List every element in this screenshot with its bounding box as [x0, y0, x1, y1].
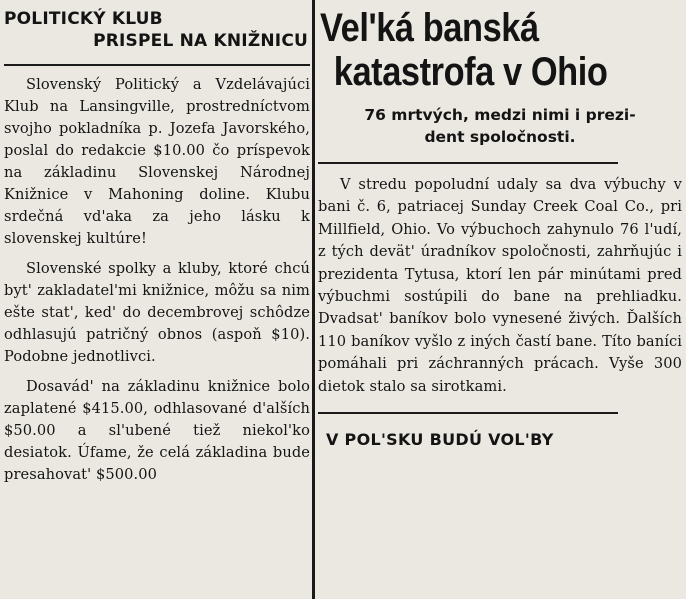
article-paragraph: V stredu popoludní udaly sa dva výbuchy v bani č. 6, patriacej Sunday Creek Coal Co., pri Millfield, Ohio. Vo výbuchoch zahynulo 76 l'udí, z tých devät' úradníkov spoločnosti, zahrňujúc i prezidenta Tytusa, ktorí len pár minútami pred výbuchmi sostúpili do bane na prehliadku. Dvadsat' baníkov bolo vynesené živých. Ďalších 110 baníkov vyšlo z iných častí bane. Títo baníci pomáhali pri záchranných prácach. Vyše 300 dietok stalo sa sirotkami. — [318, 176, 682, 395]
article-body — [318, 174, 682, 398]
subheadline-line-1: 76 mrtvých, medzi nimi i prezi- — [364, 106, 636, 124]
right-column — [318, 0, 682, 599]
subheadline — [318, 104, 682, 148]
subheadline-line-2: dent spoločnosti. — [424, 128, 576, 146]
left-headline-line-1: POLITICKÝ KLUB — [4, 9, 163, 29]
column-divider — [312, 0, 315, 599]
left-paragraph-3: Dosavád' na základinu knižnice bolo zaplatené $415.00, odhlasované d'alších $50.00 a sl'ubené tiež niekol'ko desiatok. Úfame, že celá základina bude presahovat' $500.00 — [4, 378, 310, 483]
main-headline-line-2: katastrofa v Ohio — [333, 50, 608, 94]
left-headline-rule — [4, 64, 310, 66]
article-end-rule — [318, 412, 618, 414]
left-paragraph-1: Slovenský Politický a Vzdelávajúci Klub na Lansingville, prostredníctvom svojho pokladníka p. Jozefa Javorského, poslal do redakcie $10.00 čo príspevok na základinu Slovenskej Národnej Knižnice v Mahoning doline. Klubu srdečná vd'aka za jeho lásku k slovenskej kultúre! — [4, 76, 310, 247]
left-column — [4, 0, 310, 599]
main-headline-line-1: Vel'ká banská — [320, 6, 539, 50]
left-headline-line-2: PRISPEL NA KNIŽNICU — [93, 31, 308, 51]
next-article-headline: V POL'SKU BUDÚ VOL'BY — [326, 430, 554, 450]
subheadline-rule — [318, 162, 618, 164]
main-headline — [320, 6, 681, 94]
left-paragraph-2: Slovenské spolky a kluby, ktoré chcú byt' zakladatel'mi knižnice, môžu sa nim ešte stat', ked' do decembrovej schôdze odhlasujú patričný obnos (aspoň $10). Podobne jednotlivci. — [4, 260, 310, 365]
left-headline — [4, 8, 310, 52]
